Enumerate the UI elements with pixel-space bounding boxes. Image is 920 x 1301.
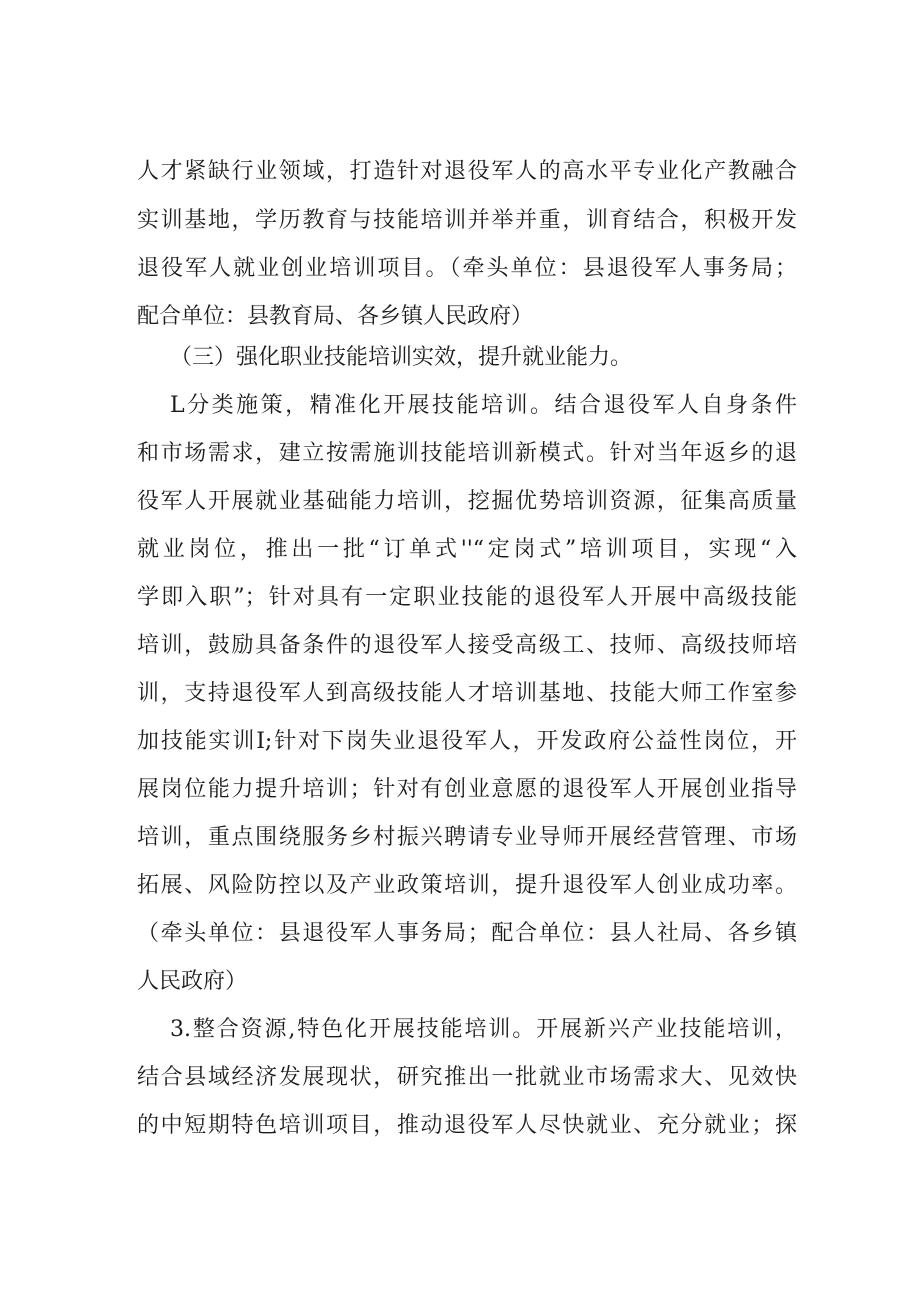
text-line: 3.整合资源,特色化开展技能培训。开展新兴产业技能培训， xyxy=(170,1017,797,1042)
text-line: 役军人开展就业基础能力培训，挖掘优势培训资源，征集高质量 xyxy=(137,489,797,514)
text-line: L分类施策，精准化开展技能培训。结合退役军人自身条件 xyxy=(170,393,797,418)
text-line: 和市场需求，建立按需施训技能培训新模式。针对当年返乡的退 xyxy=(137,441,797,466)
text-line: 的中短期特色培训项目，推动退役军人尽快就业、充分就业；探 xyxy=(137,1113,797,1138)
text-line: 配合单位：县教育局、各乡镇人民政府） xyxy=(137,304,534,329)
text-line: 训，支持退役军人到高级技能人才培训基地、技能大师工作室参 xyxy=(137,681,797,706)
text-line: 学即入职”；针对具有一定职业技能的退役军人开展中高级技能 xyxy=(137,585,797,610)
text-line: 人才紧缺行业领域，打造针对退役军人的高水平专业化产教融合 xyxy=(137,159,797,184)
text-line: 展岗位能力提升培训；针对有创业意愿的退役军人开展创业指导 xyxy=(137,777,797,802)
text-line: 拓展、风险防控以及产业政策培训，提升退役军人创业成功率。 xyxy=(137,873,797,898)
section-heading: （三）强化职业技能培训实效，提升就业能力。 xyxy=(170,345,633,370)
text-line: 就业岗位，推出一批“订单式''“定岗式”培训项目，实现“入 xyxy=(137,537,797,562)
text-line: 培训，重点围绕服务乡村振兴聘请专业导师开展经营管理、市场 xyxy=(137,825,797,850)
text-line: 结合县域经济发展现状，研究推出一批就业市场需求大、见效快 xyxy=(137,1065,797,1090)
text-line: 退役军人就业创业培训项目。（牵头单位：县退役军人事务局； xyxy=(137,256,797,281)
text-line: 培训，鼓励具备条件的退役军人接受高级工、技师、高级技师培 xyxy=(137,633,797,658)
text-line: （牵头单位：县退役军人事务局；配合单位：县人社局、各乡镇 xyxy=(137,921,797,946)
text-line: 实训基地，学历教育与技能培训并举并重，训育结合，积极开发 xyxy=(137,208,797,233)
text-line: 人民政府） xyxy=(137,969,248,994)
text-line: 加技能实训I;针对下岗失业退役军人，开发政府公益性岗位，开 xyxy=(137,729,797,754)
